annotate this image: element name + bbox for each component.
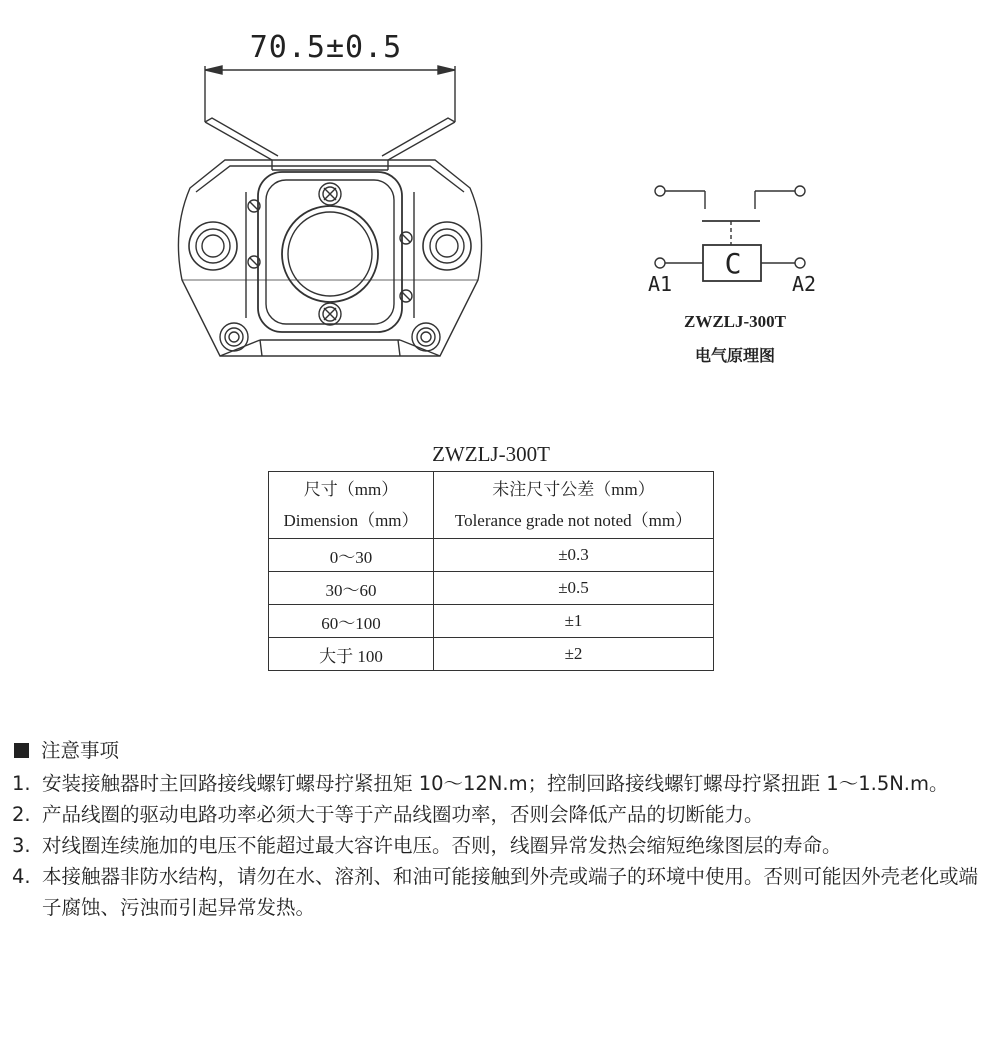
tolerance-table	[268, 471, 714, 671]
list-item	[12, 830, 987, 861]
schematic-caption: 电气原理图	[694, 346, 775, 365]
header-tolerance-cn: 未注尺寸公差（mm）	[492, 480, 655, 499]
coil-label: C	[724, 247, 742, 280]
header-dimension	[269, 472, 434, 539]
tolerance-cell: ±2	[434, 638, 714, 671]
note-text: 产品线圈的驱动电路功率必须大于等于产品线圈功率，否则会降低产品的切断能力。	[42, 803, 764, 826]
terminal-a2-label: A2	[792, 272, 817, 296]
dimension-cell: 30～60	[269, 572, 434, 605]
dimension-cell: 60～100	[269, 605, 434, 638]
notes-section	[12, 735, 987, 923]
dimension-cell: 大于 100	[269, 638, 434, 671]
note-number: 1.	[12, 772, 31, 795]
tolerance-cell: ±0.5	[434, 572, 714, 605]
header-dimension-cn: 尺寸（mm）	[303, 480, 399, 499]
list-item	[12, 799, 987, 830]
contactor-drawing	[0, 0, 520, 380]
list-item	[12, 768, 987, 799]
table-row	[269, 539, 714, 572]
tolerance-cell: ±1	[434, 605, 714, 638]
square-bullet-icon	[14, 743, 29, 758]
table-title: ZWZLJ-300T	[432, 442, 550, 466]
table-header-row	[269, 472, 714, 539]
table-row	[269, 638, 714, 671]
note-text: 安装接触器时主回路接线螺钉螺母拧紧扭矩 10～12N.m；控制回路接线螺钉螺母拧紧扭距 1～1.5N.m。	[42, 772, 949, 795]
schematic-model: ZWZLJ-300T	[683, 312, 787, 331]
header-tolerance-en: Tolerance grade not noted（mm）	[454, 511, 693, 530]
table-row	[269, 572, 714, 605]
table-row	[269, 605, 714, 638]
notes-heading: 注意事项	[41, 739, 120, 762]
dimension-label: 70.5±0.5	[249, 30, 403, 65]
notes-heading-row	[12, 735, 987, 766]
header-dimension-en: Dimension（mm）	[283, 511, 419, 530]
note-number: 2.	[12, 803, 31, 826]
list-item	[12, 861, 987, 923]
note-text: 对线圈连续施加的电压不能超过最大容许电压。否则，线圈异常发热会缩短绝缘图层的寿命。	[42, 834, 842, 857]
note-text: 本接触器非防水结构，请勿在水、溶剂、和油可能接触到外壳或端子的环境中使用。否则可能因外壳老化或端子腐蚀、污浊而引起异常发热。	[42, 865, 979, 919]
note-number: 3.	[12, 834, 31, 857]
tolerance-cell: ±0.3	[434, 539, 714, 572]
note-number: 4.	[12, 865, 31, 888]
terminal-a1-label: A1	[648, 272, 673, 296]
dimension-cell: 0～30	[269, 539, 434, 572]
header-tolerance	[434, 472, 714, 539]
